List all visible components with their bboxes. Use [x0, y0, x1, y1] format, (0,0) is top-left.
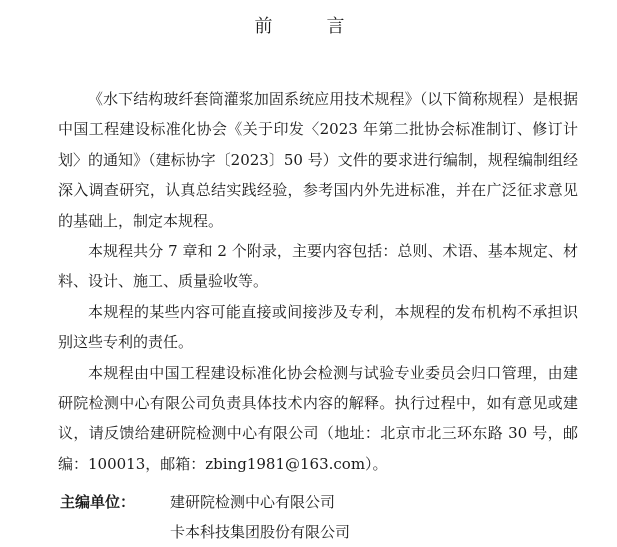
paragraph-management: 本规程由中国工程建设标准化协会检测与试验专业委员会归口管理，由建研院检测中心有限公司负责具体技术内容的解释。执行过程中，如有意见或建议，请反馈给建研院检测中心有限公司（地址：北京市北三环东路 30 号，邮编：100013，邮箱：zbing1981@163.com）。 — [58, 363, 578, 473]
editor-unit-row — [60, 487, 580, 517]
editor-units-label: 主编单位： — [60, 493, 136, 511]
editor-unit-name: 卡本科技集团股份有限公司 — [170, 523, 351, 541]
paragraph-contents: 本规程共分 7 章和 2 个附录，主要内容包括：总则、术语、基本规定、材料、设计、施工、质量验收等。 — [58, 242, 578, 291]
paragraph-patent: 本规程的某些内容可能直接或间接涉及专利，本规程的发布机构不承担识别这些专利的责任。 — [58, 302, 578, 352]
paragraph-intro: 《水下结构玻纤套筒灌浆加固系统应用技术规程》（以下简称规程）是根据中国工程建设标准化协会《关于印发〈2023 年第二批协会标准制订、修订计划〉的通知》（建标协字〔2023〕50 号）文件的要求进行编制，规程编制组经深入调查研究，认真总结实践经验，参考国内外先进标准，并在广泛征求意见的基础上，制定本规程。 — [58, 90, 578, 230]
editor-units — [60, 487, 580, 547]
page-title: 前 言 — [254, 16, 363, 37]
editor-unit-name: 建研院检测中心有限公司 — [170, 493, 336, 511]
preface-body — [58, 84, 578, 479]
